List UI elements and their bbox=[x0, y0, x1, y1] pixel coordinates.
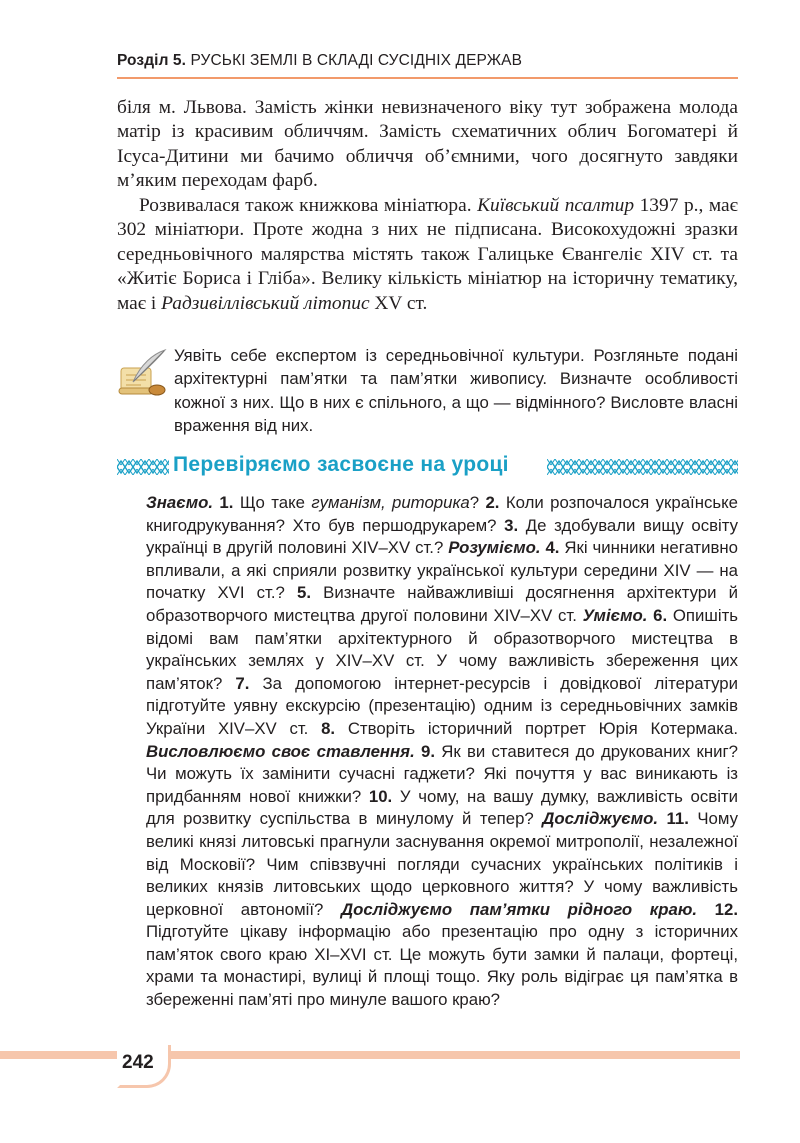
right-ornament-band bbox=[547, 459, 738, 475]
q-num-8: 8. bbox=[308, 718, 336, 738]
q-text-7: За допомогою інтернет-ресурсів і довідкової літератури підготуйте уявну екскурсію (презентацію) одним із середньовічних замків України XIV–XV ст. bbox=[146, 673, 738, 738]
footer-bar bbox=[0, 1051, 740, 1059]
q-text-10: У чому, на вашу думку, важливість освіти для розвитку суспільства в минулому й тепер? bbox=[146, 786, 738, 829]
page-number: 242 bbox=[122, 1052, 154, 1073]
section-heading bbox=[117, 452, 738, 482]
p2-italic-psalter: Київський псалтир bbox=[477, 195, 635, 216]
q-num-3: 3. bbox=[496, 515, 519, 535]
q-text-4: Які чинники негативно впливали, а які сприяли розвитку української культури середини XIV — на початку XVI ст.? bbox=[146, 538, 738, 603]
q-text-2: Коли розпочалося українське книгодрукування? Хто був першодрукарем? bbox=[146, 493, 738, 535]
q-text-1a: Що таке bbox=[233, 493, 312, 512]
q-text-8: Створіть історичний портрет Юрія Котермака. bbox=[335, 718, 738, 738]
q-num-1: 1. bbox=[213, 493, 234, 512]
p2-text-a: Розвивалася також книжкова мініатюра. bbox=[139, 195, 478, 216]
kw-vyslovliuemo: Висловлюємо своє ставлення. bbox=[146, 741, 415, 761]
q-italic-1: гуманізм, риторика bbox=[311, 493, 470, 512]
section-label: Розділ 5. bbox=[117, 52, 187, 69]
paragraph-2 bbox=[117, 194, 738, 316]
p2-italic-chronicle: Радзивіллівський літопис bbox=[161, 292, 370, 314]
header-divider bbox=[117, 77, 738, 79]
q-num-9: 9. bbox=[414, 741, 435, 761]
q-text-11: Чому великі князі литовські прагнули заснування окремої митрополії, незалежної від Московії? Чим співзвучні погляди сучасних українських політиків і великих князів литовських щодо церковного життя? У чому важливість церковної автономії? bbox=[146, 809, 738, 919]
q-text-9: Як ви ставитеся до друкованих книг? Чи можуть їх замінити сучасні гаджети? Які почуття у вас виникають із придбанням нової книжки? bbox=[146, 741, 738, 806]
kw-doslidzhuemo-kraiu: Досліджуємо пам’ятки рідного краю. bbox=[323, 899, 698, 919]
kw-doslidzhuemo: Досліджуємо. bbox=[533, 809, 659, 829]
q-text-3: Де здобували вищу освіту українці в другій половині XIV–XV ст.? bbox=[146, 515, 738, 558]
kw-znaemo: Знаємо. bbox=[146, 493, 214, 512]
p2-text-b: 1397 р., має 302 мініатюри. Проте жодна з них не підписана. Високохудожні зразки середньовічного малярства містять також Галицьке Євангеліє XIV ст. та «Житіє Бориса і Гліба». Велику кількість мініатюр на історичну тематику, має і bbox=[117, 195, 738, 314]
q-text-1b: ? bbox=[469, 493, 480, 512]
questions-block bbox=[146, 492, 738, 1012]
p2-text-c: XV ст. bbox=[369, 292, 428, 314]
q-num-10: 10. bbox=[361, 786, 393, 806]
paragraph-1 bbox=[117, 96, 738, 194]
q-num-12: 12. bbox=[697, 899, 738, 919]
q-num-6: 6. bbox=[647, 605, 668, 625]
task-text: Уявіть себе експертом із середньовічної культури. Розгляньте подані архітектурні пам’ятки та пам’ятки живопису. Визначте особливості кожної з них. Що в них є спільного, а що — відмінного? Висловте власні враження від них. bbox=[174, 346, 738, 435]
q-num-11: 11. bbox=[658, 809, 689, 829]
kw-umiemo: Уміємо. bbox=[576, 605, 648, 625]
q-num-5: 5. bbox=[284, 583, 311, 603]
q-text-12: Підготуйте цікаву інформацію або презентацію про одну з історичних пам’яток свого краю XI–XVI ст. Це можуть бути замки й палаци, фортеці, храми та монастирі, вулиці й площі тощо. Яку роль відіграє ця пам’ятка в збереженні пам’яті про минуле вашого краю? bbox=[146, 922, 738, 1010]
page-header bbox=[117, 52, 738, 70]
q-text-5: Визначте найважливіші досягнення архітектури й образотворчого мистецтва другої половини XIV–XV ст. bbox=[146, 583, 738, 625]
q-num-2: 2. bbox=[479, 493, 500, 512]
paragraph-1-text: біля м. Львова. Замість жінки невизначеного віку тут зображена молода матір із красивим обличчям. Замість схематичних облич Богоматері й Ісуса-Дитини ми бачимо обличчя об’ємними, чого досягнуто завдяки м’яким переходам фарб. bbox=[117, 97, 738, 192]
q-num-4: 4. bbox=[540, 538, 560, 558]
q-text-6: Опишіть відомі вам пам’ятки архітектурного й образотворчого мистецтва в українських землях у XIV–XV ст. У чому важливість збереження цих пам’яток? bbox=[146, 605, 738, 693]
q-num-7: 7. bbox=[222, 673, 250, 693]
quill-scroll-icon bbox=[117, 348, 169, 398]
kw-rozumiemo: Розуміємо. bbox=[443, 538, 541, 558]
section-title: Перевіряємо засвоєне на уроці bbox=[173, 453, 509, 476]
paragraph-2-text bbox=[117, 194, 738, 316]
section-title-header: РУСЬКІ ЗЕМЛІ В СКЛАДІ СУСІДНІХ ДЕРЖАВ bbox=[186, 52, 523, 69]
left-ornament-band bbox=[117, 459, 169, 475]
